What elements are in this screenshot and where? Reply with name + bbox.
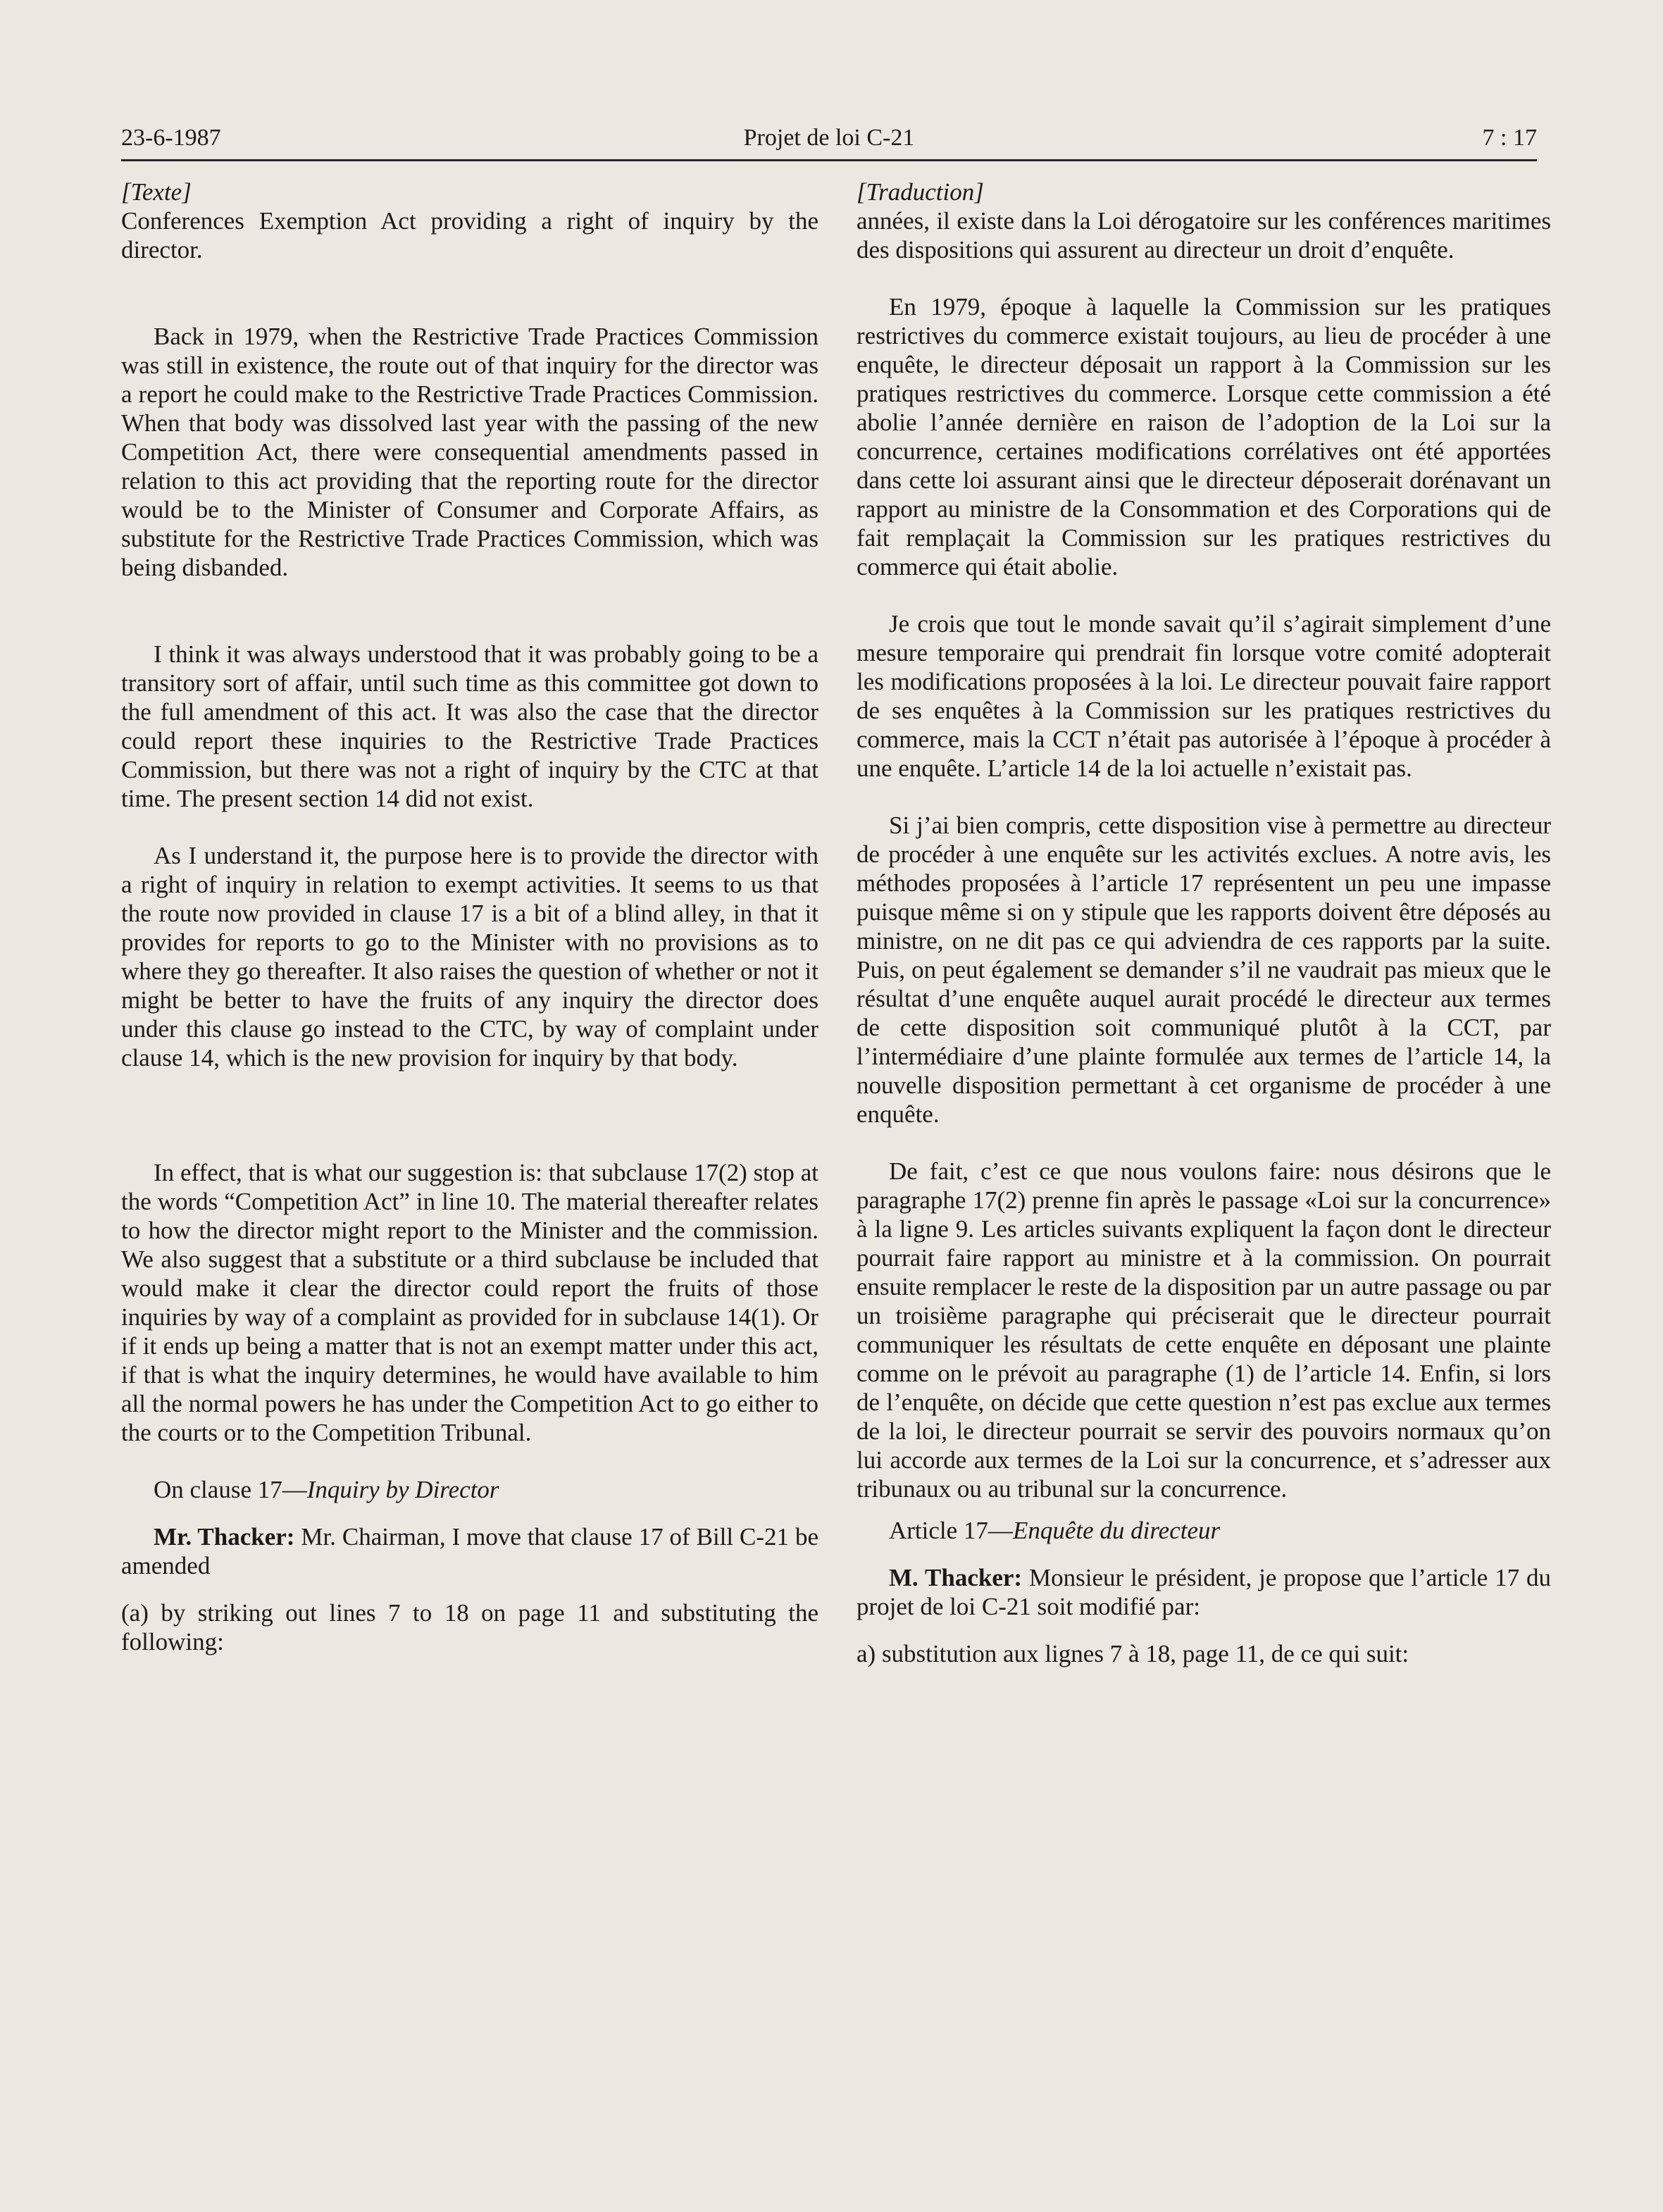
header-title: Projet de loi C-21: [743, 125, 915, 151]
english-column: [121, 178, 818, 1656]
french-paragraph-1: années, il existe dans la Loi dérogatoire sur les conférences maritimes des dispositions qui assurent au directeur un droit d’enquête.: [857, 207, 1551, 263]
english-paragraph-2: Back in 1979, when the Restrictive Trade Practices Commission was still in existence, the route out of that inquiry for the director was a report he could make to the Restrictive Trade Practices Commission. When that body was dissolved last year with the passing of the new Competition Act, there were consequential amendments passed in relation to this act providing that the reporting route for the director would be to the Minister of Consumer and Corporate Affairs, as substitute for the Restrictive Trade Practices Commission, which was being disbanded.: [121, 323, 818, 581]
english-clause-heading-prefix: On clause 17—: [154, 1476, 307, 1503]
header-rule: [121, 159, 1537, 161]
french-clause-heading-title: Enquête du directeur: [1012, 1517, 1221, 1544]
english-paragraph-3: I think it was always understood that it was probably going to be a transitory sort of affair, until such time as this committee got down to the full amendment of this act. It was also the case that the director could report these inquiries to the Restrictive Trade Practices Commission, but there was not a right of inquiry by the CTC at that time. The present section 14 did not exist.: [121, 640, 818, 812]
language-label-english: [Texte]: [121, 178, 192, 206]
french-clause-heading-prefix: Article 17—: [889, 1517, 1013, 1544]
french-motion: [857, 1563, 1551, 1621]
english-paragraph-5: In effect, that is what our suggestion is: that subclause 17(2) stop at the words “Competition Act” in line 10. The material thereafter relates to how the director might report to the Minister and the commission. We also suggest that a substitute or a third subclause be included that would make it clear the director could report the fruits of those inquiries by way of a complaint as provided for in subclause 14(1). Or if it ends up being a matter that is not an exempt matter under this act, if that is what the inquiry determines, he would have available to him all the normal powers he has under the Competition Act to go either to the courts or to the Competition Tribunal.: [121, 1159, 818, 1446]
french-clause-heading: [857, 1516, 1551, 1545]
french-paragraph-3: Je crois que tout le monde savait qu’il s’agirait simplement d’une mesure temporaire qui prendrait fin lorsque votre comité adopterait les modifications proposées à la loi. Le directeur pouvait faire rapport de ses enquêtes à la Commission sur les pratiques restrictives du commerce, mais la CCT n’était pas autorisée à l’époque à procéder à une enquête. L’article 14 de la loi actuelle n’existait pas.: [857, 610, 1551, 782]
page-header: [121, 121, 1537, 155]
french-amendment-item-a: a) substitution aux lignes 7 à 18, page 11, de ce qui suit:: [857, 1640, 1409, 1667]
french-motion-text: Monsieur le président, je propose que l’article 17 du projet de loi C-21 soit modifié par:: [857, 1564, 1552, 1620]
french-paragraph-4: Si j’ai bien compris, cette disposition vise à permettre au directeur de procéder à une enquête sur les activités exclues. A notre avis, les méthodes proposées à l’article 17 représentent un peu une impasse puisque même si on y stipule que les rapports doivent être déposés au ministre, on ne dit pas ce qui adviendra de ces rapports par la suite. Puis, on peut également se demander s’il ne vaudrait pas mieux que le résultat d’une enquête auquel aurait procédé le directeur aux termes de cette disposition soit communiqué plutôt à la CCT, par l’intermédiaire d’une plainte formulée aux termes de l’article 14, la nouvelle disposition permettant à cet organisme de procéder à une enquête.: [857, 812, 1551, 1128]
english-motion-text: Mr. Chairman, I move that clause 17 of Bill C-21 be amended: [121, 1523, 818, 1579]
english-motion: [121, 1522, 818, 1580]
header-date: 23-6-1987: [121, 125, 221, 151]
french-paragraph-5: De fait, c’est ce que nous voulons faire: nous désirons que le paragraphe 17(2) prenne fin après le passage «Loi sur la concurrence» à la ligne 9. Les articles suivants expliquent la façon dont le directeur pourrait faire rapport au ministre et à la commission. On pourrait ensuite remplacer le reste de la disposition par un autre passage ou par un troisième paragraphe qui préciserait que le directeur pourrait communiquer les résultats de cette enquête en déposant une plainte comme on le prévoit au paragraphe (1) de l’article 14. Enfin, si lors de l’enquête, on décide que cette question n’est pas exclue aux termes de la loi, le directeur pourrait se servir des pouvoirs normaux qu’on lui accorde aux termes de la Loi sur la concurrence, et s’adresser aux tribunaux ou au tribunal sur la concurrence.: [857, 1157, 1551, 1503]
english-clause-heading-title: Inquiry by Director: [306, 1476, 499, 1503]
english-paragraph-4: As I understand it, the purpose here is to provide the director with a right of inquiry in relation to exempt activities. It seems to us that the route now provided in clause 17 is a bit of a blind alley, in that it provides for reports to go to the Minister with no provisions as to where they go thereafter. It also raises the question of whether or not it might be better to have the fruits of any inquiry the director does under this clause go instead to the CTC, by way of complaint under clause 14, which is the new provision for inquiry by that body.: [121, 842, 818, 1071]
language-label-french: [Traduction]: [857, 178, 984, 206]
french-paragraph-2: En 1979, époque à laquelle la Commission sur les pratiques restrictives du commerce existait toujours, au lieu de procéder à une enquête, le directeur déposait un rapport à la Commission sur les pratiques restrictives du commerce. Lorsque cette commission a été abolie l’année dernière en raison de l’adoption de la Loi sur la concurrence, certaines modifications corrélatives ont été apportées dans cette loi assurant ainsi que le directeur déposerait dorénavant un rapport au ministre de la Consommation et des Corporations qui de fait remplaçait la Commission sur les pratiques restrictives du commerce qui était abolie.: [857, 293, 1551, 580]
french-column: [857, 178, 1551, 1668]
header-page-number: 7 : 17: [1482, 125, 1537, 151]
french-speaker: M. Thacker:: [889, 1564, 1023, 1591]
english-paragraph-1: Conferences Exemption Act providing a right of inquiry by the director.: [121, 207, 818, 263]
english-clause-heading: [121, 1475, 818, 1504]
english-speaker: Mr. Thacker:: [154, 1523, 295, 1551]
english-amendment-item-a: (a) by striking out lines 7 to 18 on page 11 and substituting the following:: [121, 1599, 818, 1655]
